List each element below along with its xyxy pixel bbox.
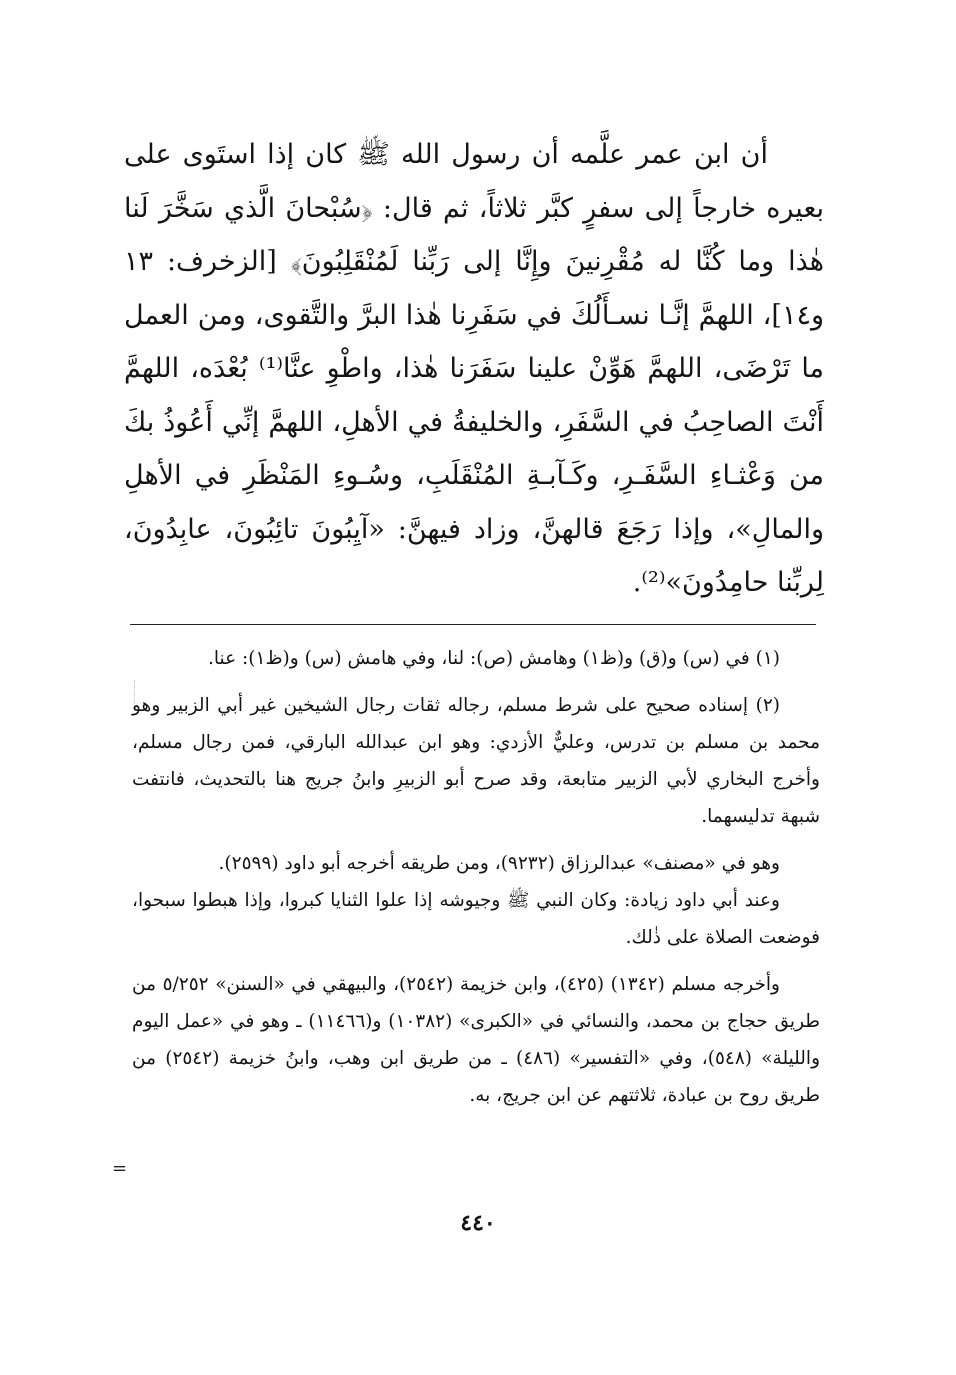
footnote-separator <box>130 624 816 625</box>
footnotes-block <box>132 640 820 1124</box>
footnote-2-takhrij: وأخرجه مسلم (١٣٤٢) (٤٢٥)، وابن خزيمة (٢٥٤٢)، والبيهقي في «السنن» ٥/٢٥٢ من طريق حجاج بن محمد، والنسائي في «الكبرى» (١٠٣٨٢) و(١١٤٦٦) ـ وهو في «عمل اليوم والليلة» (٥٤٨)، وفي «التفسير» (٤٨٦) ـ من طريق ابن وهب، وابنُ خزيمة (٢٥٤٢) من طريق روح بن عبادة، ثلاثتهم عن ابن جريج، به. <box>132 974 821 1106</box>
footnote-2-source: وهو في «مصنف» عبدالرزاق (٩٢٣٢)، ومن طريقه أخرجه أبو داود (٢٥٩٩). <box>218 853 780 874</box>
hadith-paragraph: أن ابن عمر علَّمه أن رسول الله ﷺ كان إذا استَوى على بعيره خارجاً إلى سفرٍ كبَّر ثلاثاً، ثم قال: ﴿سُبْحانَ الَّذي سَخَّرَ لَنا هٰذا وما كُنَّا له مُقْرِنينَ وإِنَّا إلى رَبِّنا لَمُنْقَلِبُونَ﴾ [الزخرف: ١٣ و١٤]، اللهمَّ إنَّـا نسـأَلُكَ في سَفَرِنا هٰذا البرَّ والتَّقوى، ومن العمل ما تَرْضَى، اللهمَّ هَوِّنْ علينا سَفَرَنا هٰذا، واطْوِ عنَّا⁽¹⁾ بُعْدَه، اللهمَّ أَنْتَ الصاحِبُ في السَّفَرِ، والخليفةُ في الأهلِ، اللهمَّ إنِّي أَعُوذُ بكَ من وَعْثـاءِ السَّفَـرِ، وكَـآبـةِ المُنْقَلَبِ، وسُـوءِ المَنْظَرِ في الأهلِ والمالِ»، وإذا رَجَعَ قالهنَّ، وزاد فيهنَّ: «آيِبُونَ تائِبُونَ، عابِدُونَ، لِربِّنا حامِدُونَ»⁽²⁾. <box>124 139 825 598</box>
footnote-2: (٢) إسناده صحيح على شرط مسلم، رجاله ثقات رجال الشيخين غير أبي الزبير وهو محمد بن مسلم بن تدرس، وعليٌّ الأزدي: وهو ابن عبدالله البارقي، فمن رجال مسلم، وأخرج البخاري لأبي الزبير متابعة، وقد صرح أبو الزبيرِ وابنُ جريج هنا بالتحديث، فانتفت شبهة تدليسهما. <box>132 695 820 827</box>
footnote-2-addition: وعند أبي داود زيادة: وكان النبي ﷺ وجيوشه إذا علوا الثنايا كبروا، وإذا هبطوا سبحوا، فوضعت الصلاة على ذٰلك. <box>132 890 820 948</box>
main-text-block <box>124 128 824 610</box>
footnote-1: (١) في (س) و(ق) و(ظ١) وهامش (ص): لنا، وفي هامش (س) و(ظ١): عنا. <box>208 648 780 669</box>
continuation-mark: = <box>112 1158 128 1179</box>
page-number: ٤٤٠ <box>460 1210 496 1236</box>
